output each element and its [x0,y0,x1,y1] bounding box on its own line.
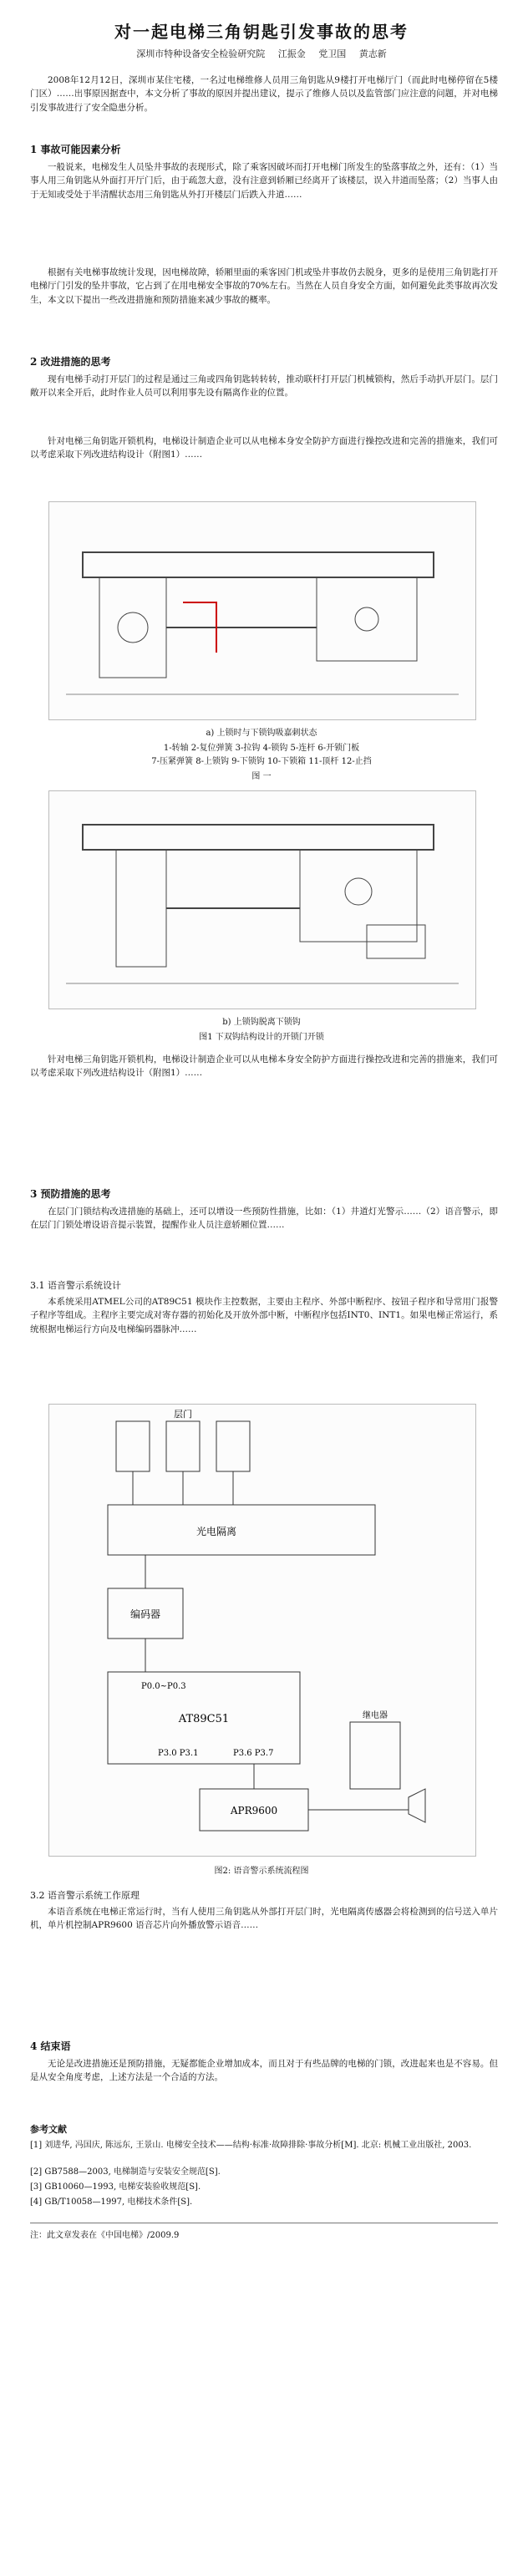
figure-2-label: 图2: 语音警示系统流程图 [214,1867,309,1876]
figure-1b-caption: b) 上锁钩脱离下锁钩 [222,1018,301,1027]
figure-1-label: 图 一 [251,772,272,781]
mechanism-description: 针对电梯三角钥匙开锁机构，电梯设计制造企业可以从电梯本身安全防护方面进行操控改进和完善的措施来，我们可以考虑采取下列改进结构设计（附图1）…… [30,1054,498,1079]
figure-1-legend: 7-压紧弹簧 8-上锁钩 9-下锁钩 10-下锁箱 11-顶杆 12-止挡 [151,757,372,766]
door-label: 层门 [174,1409,192,1420]
reference-item: [4] GB/T10058—1997, 电梯技术条件[S]. [30,2197,193,2207]
section-heading-2: 2 改进措施的思考 [30,356,111,368]
author: 党卫国 [318,48,347,59]
figure-lock-mechanism-a [48,501,476,720]
section-3-paragraph-1: 在层门门锁结构改进措施的基础上，还可以增设一些预防性措施，比如：（1）井道灯光警示……（2）语音警示，即在层门门锁处增设语音提示装置，提醒作业人员注意轿厢位置…… [30,1207,498,1231]
subsection-3-1: 3.1 语音警示系统设计 [30,1280,121,1291]
mcu-label: AT89C51 [178,1713,230,1725]
section-heading-3: 3 预防措施的思考 [30,1188,111,1200]
encoder-label: 编码器 [129,1608,161,1620]
subsection-3-2: 3.2 语音警示系统工作原理 [30,1890,140,1901]
section-heading-1: 1 事故可能因素分析 [30,144,121,155]
port-label: P0.0~P0.3 [141,1682,186,1691]
document-title: 对一起电梯三角钥匙引发事故的思考 [114,22,409,42]
reference-item: [2] GB7588—2003, 电梯制造与安装安全规范[S]. [30,2167,221,2177]
opto-isolation-block [108,1505,375,1555]
section-4-paragraph-1: 无论是改进措施还是预防措施，无疑都能企业增加成本，而且对于有些品牌的电梯的门锁，改进起来也是不容易。但是从安全角度考虑，上述方法是一个合适的方法。 [30,2059,498,2083]
section-heading-4: 4 结束语 [30,2040,71,2052]
door-switch-block [116,1421,150,1471]
byline [0,47,523,60]
support-circuit-block [350,1722,400,1789]
reference-item: [3] GB10060—1993, 电梯安装验收规范[S]. [30,2182,201,2192]
door-switch-block [216,1421,250,1471]
block-diagram [49,1405,475,1856]
section-3-paragraph-2: 本系统采用ATMEL公司的AT89C51 模块作主控数据，主要由主程序、外部中断程序、按钮子程序和导常用门报警子程序等组成。主程序主要完成对寄存器的初始化及开放外部中断，中断程序包括INT0、INT1。如果电梯正常运行，系统根据电梯运行方向及电梯编码器脉冲…… [30,1297,498,1334]
author: 黄志新 [358,48,387,59]
section-2-paragraph-1: 现有电梯手动打开层门的过程是通过三角或四角钥匙转转转，推动联杆打开层门机械锁构，然后手动扒开层门。层门敞开以来全开后，此时作业人员可以利用事先设有隔离作业的位置。 [30,374,498,399]
port-label: P3.0 P3.1 [158,1749,199,1758]
reference-item: [1] 刘进华, 冯国庆, 陈远东, 王景山. 电梯安全技术——结构·标准·故障排除·事故分析[M]. 北京: 机械工业出版社, 2003. [30,2141,472,2150]
section-3-paragraph-3: 本语音系统在电梯正常运行时，当有人使用三角钥匙从外部打开层门时，光电隔离传感器会将检测到的信号送入单片机，单片机控制APR9600 语音芯片向外播放警示语音…… [30,1907,498,1931]
figure-lock-mechanism-b [48,790,476,1009]
source-note: 注：此文章发表在《中国电梯》/2009.9 [30,2231,180,2240]
references-heading: 参考文献 [30,2124,67,2135]
figure-1-legend: 1-转轴 2-复位弹簧 3-拉钩 4-锁钩 5-连杆 6-开锁门板 [163,744,360,753]
door-switch-block [166,1421,200,1471]
organization: 深圳市特种设备安全检验研究院 [136,48,266,59]
author: 江振金 [277,48,306,59]
voice-warning-system-diagram [48,1404,476,1857]
apr-label: APR9600 [230,1805,278,1816]
lock-mechanism-drawing [49,502,475,719]
speaker-icon [409,1789,425,1822]
figure-1b-label: 图1 下双钩结构设计的开锁门开锁 [199,1033,324,1042]
section-1-paragraph-1: 一般说来，电梯发生人员坠井事故的表现形式，除了乘客因破坏而打开电梯门所发生的坠落事故之外，还有：（1）当事人用三角钥匙从外面打开厅门后，由于疏忽大意，没有注意到轿厢已经离开了该楼层，误入井道而坠落；（2）当事人由于无知或受处于半清醒状态用三角钥匙从外打开楼层门后跌入井道…… [30,162,498,200]
section-1-paragraph-2: 根据有关电梯事故统计发现，因电梯故障，轿厢里面的乘客因门机或坠井事故仍去脱身，更多的是使用三角钥匙打开电梯厅门引发的坠井事故，它占到了在用电梯安全事故的70%左右。当然在人员自身安全方面，如何避免此类事故再次发生，本文以下提出一些改进措施和预防措施来减少事故的概率。 [30,267,498,305]
section-2-paragraph-2: 针对电梯三角钥匙开锁机构，电梯设计制造企业可以从电梯本身安全防护方面进行操控改进和完善的措施来，我们可以考虑采取下列改进结构设计（附图1）…… [30,436,498,460]
opto-label: 光电隔离 [195,1526,237,1537]
lock-mechanism-drawing [49,791,475,1009]
figure-1-caption: a) 上锁时与下锁钩吸嘉刺状态 [206,729,317,738]
relay-label: 继电器 [363,1711,388,1720]
port-label: P3.6 P3.7 [233,1749,274,1758]
intro-paragraph: 2008年12月12日，深圳市某住宅楼，一名过电梯维修人员用三角钥匙从9楼打开电梯厅门（而此时电梯停留在5楼门区）……出事原因据查中，本文分析了事故的原因并提出建议，提示了维修人员以及监管部门应注意的问题，并对电梯引发事故进行了安全隐患分析。 [30,75,498,113]
